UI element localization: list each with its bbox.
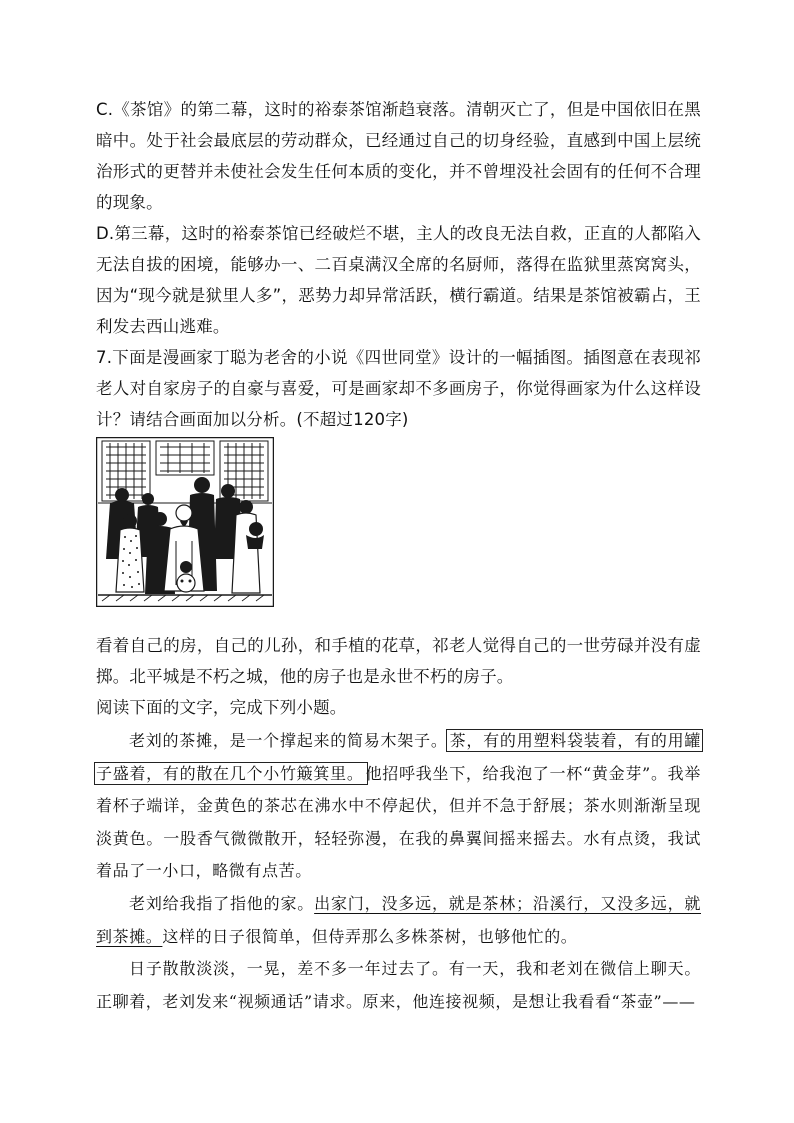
passage-paragraph-3: 日子散散淡淡，一晃，差不多一年过去了。有一天，我和老刘在微信上聊天。正聊着，老刘发来“视频通话”请求。原来，他连接视频，是想让我看看“茶壶”——: [96, 959, 701, 1011]
passage-p1-intro: 老刘的茶摊，是一个撑起来的简易木架子。: [129, 731, 448, 750]
passage-p1-rest: 他招呼我坐下，给我泡了一杯“黄金芽”。我举着杯子端详，金黄色的茶芯在沸水中不停起伏，但并不急于舒展；茶水则渐渐呈现淡黄色。一股香气微微散开，轻轻弥漫，在我的鼻翼间摇来摇去。水有点烫，我试着品了一小口，略微有点苦。: [96, 763, 701, 880]
passage-boxed-sentence: 茶，有的用塑料袋装着，有的用罐子盛着，有的散在几个小竹簸箕里。: [96, 731, 701, 783]
option-d-paragraph: D.第三幕，这时的裕泰茶馆已经破烂不堪，主人的改良无法自救，正直的人都陷入无法自拔的困境，能够办一、二百桌满汉全席的名厨师，落得在监狱里蒸窝窝头，因为“现今就是狱里人多”，恶势力却异常活跃，横行霸道。结果是茶馆被霸占，王利发去西山逃难。: [96, 224, 701, 336]
reading-instruction: 阅读下面的文字，完成下列小题。: [96, 698, 347, 717]
passage-paragraph-1: [96, 725, 701, 888]
passage-paragraph-2: [96, 888, 701, 953]
passage-p2-intro: 老刘给我指了指他的家。: [129, 894, 315, 913]
passage-underlined-sentence: 出家门，没多远，就是茶林；沿溪行，又没多远，就到茶摊。: [96, 894, 701, 946]
question-7-answer: 看着自己的房，自己的儿孙，和手植的花草，祁老人觉得自己的一世劳碌并没有虚掷。北平城是不朽之城，他的房子也是永世不朽的房子。: [96, 636, 701, 686]
family-portrait-illustration: [96, 437, 274, 607]
option-c-paragraph: C.《茶馆》的第二幕，这时的裕泰茶馆渐趋衰落。清朝灭亡了，但是中国依旧在黑暗中。处于社会最底层的劳动群众，已经通过自己的切身经验，直感到中国上层统治形式的更替并未使社会发生任何本质的变化，并不曾埋没社会固有的任何不合理的现象。: [96, 100, 701, 212]
question-7-prompt: 7.下面是漫画家丁聪为老舍的小说《四世同堂》设计的一幅插图。插图意在表现祁老人对自家房子的自豪与喜爱，可是画家却不多画房子，你觉得画家为什么这样设计？请结合画面加以分析。(不超过120字): [96, 348, 701, 429]
passage-p2-rest: 这样的日子很简单，但侍弄那么多株茶树，也够他忙的。: [162, 926, 578, 946]
